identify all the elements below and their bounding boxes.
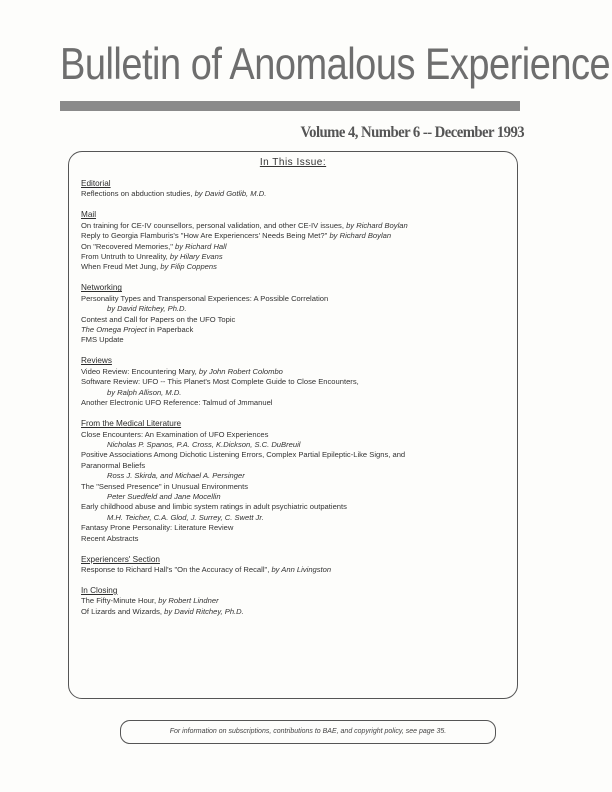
toc-entry	[81, 262, 511, 272]
entry-title: Software Review: UFO -- This Planet's Most Complete Guide to Close Encounters,	[81, 377, 359, 387]
issue-line: Volume 4, Number 6 -- December 1993	[300, 124, 524, 141]
toc-section	[81, 283, 511, 345]
toc-section	[81, 586, 511, 617]
toc-entry	[81, 502, 511, 512]
toc-entry	[81, 523, 511, 533]
toc-entry	[81, 304, 511, 314]
entry-author: by Filip Coppens	[160, 262, 217, 272]
toc-entry	[81, 513, 511, 523]
section-title: Reviews	[81, 356, 112, 366]
entry-title: Reply to Georgia Flamburis's "How Are Experiencers' Needs Being Met?"	[81, 231, 330, 241]
entry-author: Nicholas P. Spanos, P.A. Cross, K.Dickson, S.C. DuBreuil	[107, 439, 301, 449]
section-title: Mail	[81, 210, 97, 220]
toc-entry	[81, 221, 511, 231]
entry-author: M.H. Teicher, C.A. Glod, J. Surrey, C. Swett Jr.	[107, 512, 264, 522]
toc-entry	[81, 325, 511, 335]
entry-title: Another Electronic UFO Reference: Talmud of Jmmanuel	[81, 398, 273, 408]
toc-entry	[81, 294, 511, 304]
entry-author: by Robert Lindner	[158, 596, 219, 606]
section-title: Networking	[81, 283, 122, 293]
toc-section	[81, 419, 511, 544]
toc-entry	[81, 565, 511, 575]
entry-title: Positive Associations Among Dichotic Listening Errors, Complex Partial Epileptic-Like Signs, and	[81, 450, 406, 460]
toc-entry	[81, 607, 511, 617]
entry-title: Of Lizards and Wizards,	[81, 606, 165, 616]
toc-section	[81, 179, 511, 200]
toc-entry	[81, 471, 511, 481]
toc-section	[81, 210, 511, 272]
entry-title: On "Recovered Memories,"	[81, 241, 176, 251]
entry-title: When Freud Met Jung,	[81, 262, 161, 272]
toc-entry	[81, 440, 511, 450]
toc-entry	[81, 492, 511, 502]
toc-section	[81, 356, 511, 408]
entry-title: FMS Update	[81, 335, 124, 345]
toc-entry	[81, 315, 511, 325]
bulletin-title: Bulletin of Anomalous Experience	[60, 40, 611, 90]
entry-author: by Richard Boylan	[329, 231, 392, 241]
entry-title: Video Review: Encountering Mary,	[81, 366, 199, 376]
toc-entry	[81, 252, 511, 262]
toc-entry	[81, 534, 511, 544]
entry-title: Close Encounters: An Examination of UFO Experiences	[81, 429, 269, 439]
entry-title: Early childhood abuse and limbic system ratings in adult psychiatric outpatients	[81, 502, 347, 512]
entry-author: The Omega Project	[81, 325, 147, 335]
toc-entry	[81, 377, 511, 387]
entry-title: Fantasy Prone Personality: Literature Review	[81, 523, 234, 533]
entry-author: by Richard Hall	[175, 241, 227, 251]
entry-author: by David Ritchey, Ph.D.	[107, 304, 187, 314]
entry-title: Recent Abstracts	[81, 533, 139, 543]
entry-title: Reflections on abduction studies,	[81, 189, 195, 199]
entry-title: From Untruth to Unreality,	[81, 252, 170, 262]
toc-entry	[81, 388, 511, 398]
section-title: From the Medical Literature	[81, 419, 182, 429]
entry-author: by David Ritchey, Ph.D.	[164, 606, 244, 616]
entry-author: by David Gotlib, M.D.	[194, 189, 267, 199]
toc-entry	[81, 335, 511, 345]
toc-entry	[81, 231, 511, 241]
entry-title: The Fifty-Minute Hour,	[81, 596, 159, 606]
section-title: Experiencers' Section	[81, 554, 160, 564]
entry-title: Personality Types and Transpersonal Experiences: A Possible Correlation	[81, 293, 329, 303]
section-title: Editorial	[81, 179, 111, 188]
toc-entry	[81, 596, 511, 606]
toc-entry	[81, 430, 511, 440]
entry-author: by Ralph Allison, M.D.	[107, 387, 182, 397]
entry-author: Ross J. Skirda, and Michael A. Persinger	[107, 471, 245, 481]
entry-author: Peter Suedfeld and Jane Mocellin	[107, 491, 221, 501]
entry-author: by Hilary Evans	[169, 252, 223, 262]
toc-section	[81, 555, 511, 576]
entry-author: by Ann Livingston	[271, 564, 332, 574]
toc-entry	[81, 450, 511, 460]
entry-author: by Richard Boylan	[346, 220, 408, 230]
section-title: In Closing	[81, 585, 118, 595]
title-rule	[60, 101, 520, 111]
toc-entry	[81, 367, 511, 377]
entry-title: On training for CE-IV counsellors, personal validation, and other CE-IV issues,	[81, 220, 347, 230]
toc-entry	[81, 398, 511, 408]
entry-suffix: in Paperback	[146, 325, 194, 335]
footer-note: For information on subscriptions, contributions to BAE, and copyright policy, see page 35.	[120, 720, 496, 744]
toc-entry	[81, 482, 511, 492]
toc-heading: In This Issue:	[259, 157, 327, 168]
toc-entry	[81, 461, 511, 471]
toc-entry	[81, 242, 511, 252]
entry-title: Contest and Call for Papers on the UFO Topic	[81, 314, 236, 324]
toc-entry	[81, 189, 511, 199]
table-of-contents-box	[68, 151, 518, 699]
entry-title: Paranormal Beliefs	[81, 460, 146, 470]
entry-title: The "Sensed Presence" in Unusual Environments	[81, 481, 249, 491]
entry-title: Response to Richard Hall's "On the Accuracy of Recall",	[81, 564, 272, 574]
toc-content	[81, 179, 511, 628]
entry-author: by John Robert Colombo	[198, 366, 283, 376]
